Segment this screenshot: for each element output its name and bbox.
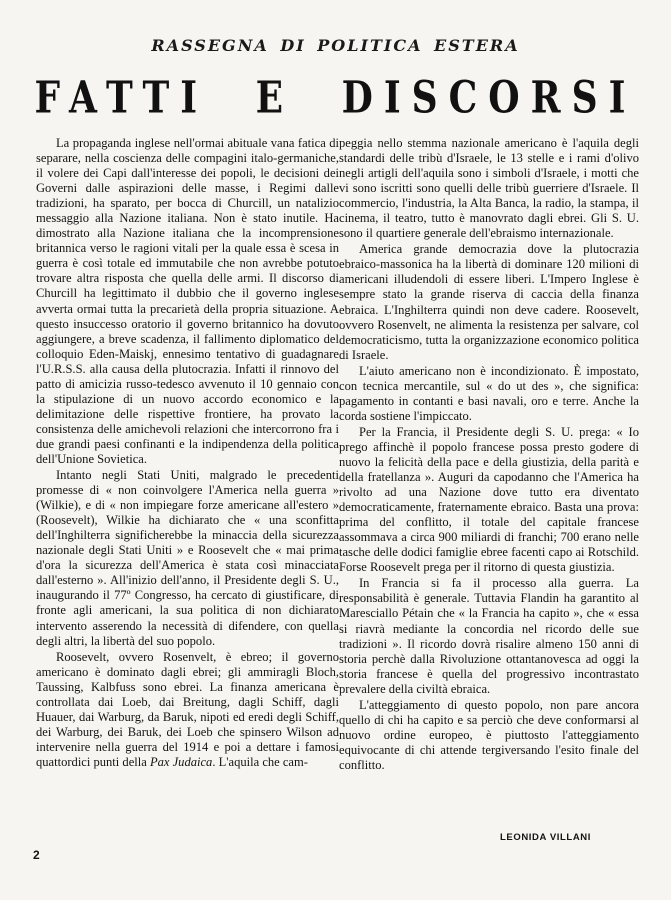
paragraph: America grande democrazia dove la plutocrazia ebraico-massonica ha la libertà di dominare 120 milioni di americani illudendoli di essere liberi. L'Impero Inglese è sempre stato la grande riserva di caccia della finanza ebraica. L'Inghilterra quindi non deve cadere. Roosevelt, ovvero Rosenvelt, ne alimenta la resistenza per salvare, col democraticismo, tutta la organizzazione economico politica di Israele. xyxy=(339,242,639,362)
author-signature: LEONIDA VILLANI xyxy=(500,832,591,843)
left-column xyxy=(36,136,339,770)
paragraph: In Francia si fa il processo alla guerra. La responsabilità è generale. Tuttavia Flandin ha garantito al Maresciallo Pétain che « la Francia ha capito », che « essa si riavrà mediante la concordia nel ricordo delle sue tradizioni ». Il ricordo dovrà risalire almeno 150 anni di storia perchè dalla Rivoluzione ottantanovesca ad oggi la storia francese è quella del progressivo incontrastato prevalere della civiltà ebraica. xyxy=(339,576,639,696)
paragraph: La propaganda inglese nell'ormai abituale vana fatica di separare, nella coscienza delle compagini italo-germaniche, il volere dei Capi dall'interesse dei popoli, le decisioni dei Governi dalle aspirazioni delle masse, i Regimi dalle tradizioni, ha sparato, per bocca di Churcill, un natalizio messaggio alla Nazione italiana. Non è stato inutile. Ha dimostrato alla Nazione italiana che la incomprensione britannica verso le ragioni vitali per la quale essa è scesa in guerra è così totale ed immutabile che non avrebbe potuto trovare altra risposta che quella delle armi. Il discorso di Churcill ha legittimato il dubbio che il governo inglese avverta ormai tutta la precarietà della propria situazione. A questo insuccesso oratorio il governo britannico ha dovuto aggiungere, a breve scadenza, il fallimento diplomatico del colloquio Eden-Maiskj, ennesimo tentativo di guadagnare l'U.R.S.S. alla causa della plutocrazia. Infatti il rinnovo del patto di amicizia russo-tedesco avvenuto il 10 gennaio con la stipulazione di un nuovo accordo economico e la delimitazione delle rispettive frontiere, ha provato la consistenza delle amichevoli relazioni che intercorrono fra i due grandi paesi confinanti e la indipendenza della politica dell'Unione Sovietica. xyxy=(36,136,339,466)
page-number: 2 xyxy=(33,848,40,862)
paragraph xyxy=(36,650,339,770)
article-headline: FATTI E DISCORSI xyxy=(34,72,637,124)
right-column xyxy=(339,136,639,773)
paragraph-tail: . L'aquila che cam- xyxy=(212,754,308,769)
paragraph: peggia nello stemma nazionale americano è l'aquila degli standardi delle tribù d'Israele, le 13 stelle e i rami d'olivo negli artigli dell'aquila sono i simboli d'Israele, i motti che vi sono iscritti sono quelli delle tribù guerriere d'Israele. Il commercio, l'industria, la Alta Banca, la radio, la stampa, il cinema, il teatro, tutto è manovrato dagli ebrei. Gli S. U. sono il quartiere generale dell'ebraismo internazionale. xyxy=(339,136,639,241)
paragraph: L'aiuto americano non è incondizionato. È impostato, con tecnica mercantile, sul « do ut des », che significa: pagamento in contanti e basi navali, oro e terre. Anche la corda sostiene l'impiccato. xyxy=(339,363,639,423)
paragraph: Intanto negli Stati Uniti, malgrado le precedenti promesse di « non coinvolgere l'America nella guerra » (Wilkie), e di « non impiegare forze americane all'estero » (Roosevelt), Wilkie ha dichiarato che « una sconfitta dell'Inghilterra significherebbe la minaccia della sicurezza nazionale degli Stati Uniti » e Roosevelt che « mai prima d'ora la sicurezza dell'America è stata così minacciata dall'esterno ». All'inizio dell'anno, il Presidente degli S. U., inaugurando il 77º Congresso, ha cercato di giustificare, di fronte agli americani, la sua politica di non dichiarato intervento asserendo la necessità di difendere, con quella degli altri, la libertà del suo popolo. xyxy=(36,468,339,648)
paragraph-text: Roosevelt, ovvero Rosenvelt, è ebreo; il governo americano è dominato dagli ebrei; gli ammiragli Bloch, Taussing, Kalbfuss sono ebrei. La finanza americana è controllata dai Loeb, dai Breitung, dagli Schiff, dagli Huauer, dai Warburg, da Baruk, nipoti ed eredi degli Schiff, dei Warburg, dei Baruk, dei Loeb che spinsero Wilson ad intervenire nella guerra del 1914 e poi a dettare i famosi quattordici punti della xyxy=(36,649,339,769)
section-kicker: RASSEGNA DI POLITICA ESTERA xyxy=(151,36,520,55)
italic-phrase: Pax Judaica xyxy=(149,754,213,769)
paragraph: Per la Francia, il Presidente degli S. U. prega: « Io prego affinchè il popolo francese possa presto godere di nuovo la felicità della pace e della giustizia, della parità e della fratellanza ». Auguri da capodanno che l'America ha rivolto ad una Nazione dove tutto era diventato democraticamente, fraternamente ebraico. Basta una prova: prima del conflitto, il totale del capitale francese assommava a circa 900 miliardi di franchi; 700 erano nelle tasche delle dodici famiglie ebree facenti capo ai Rotschild. Forse Roosevelt prega per il ritorno di questa giustizia. xyxy=(339,424,639,575)
paragraph: L'atteggiamento di questo popolo, non pare ancora quello di chi ha capito e sa perciò che deve conformarsi al nuovo ordine europeo, è piuttosto l'atteggiamento equivocante di chi attende tergiversando l'esito finale del conflitto. xyxy=(339,697,639,772)
